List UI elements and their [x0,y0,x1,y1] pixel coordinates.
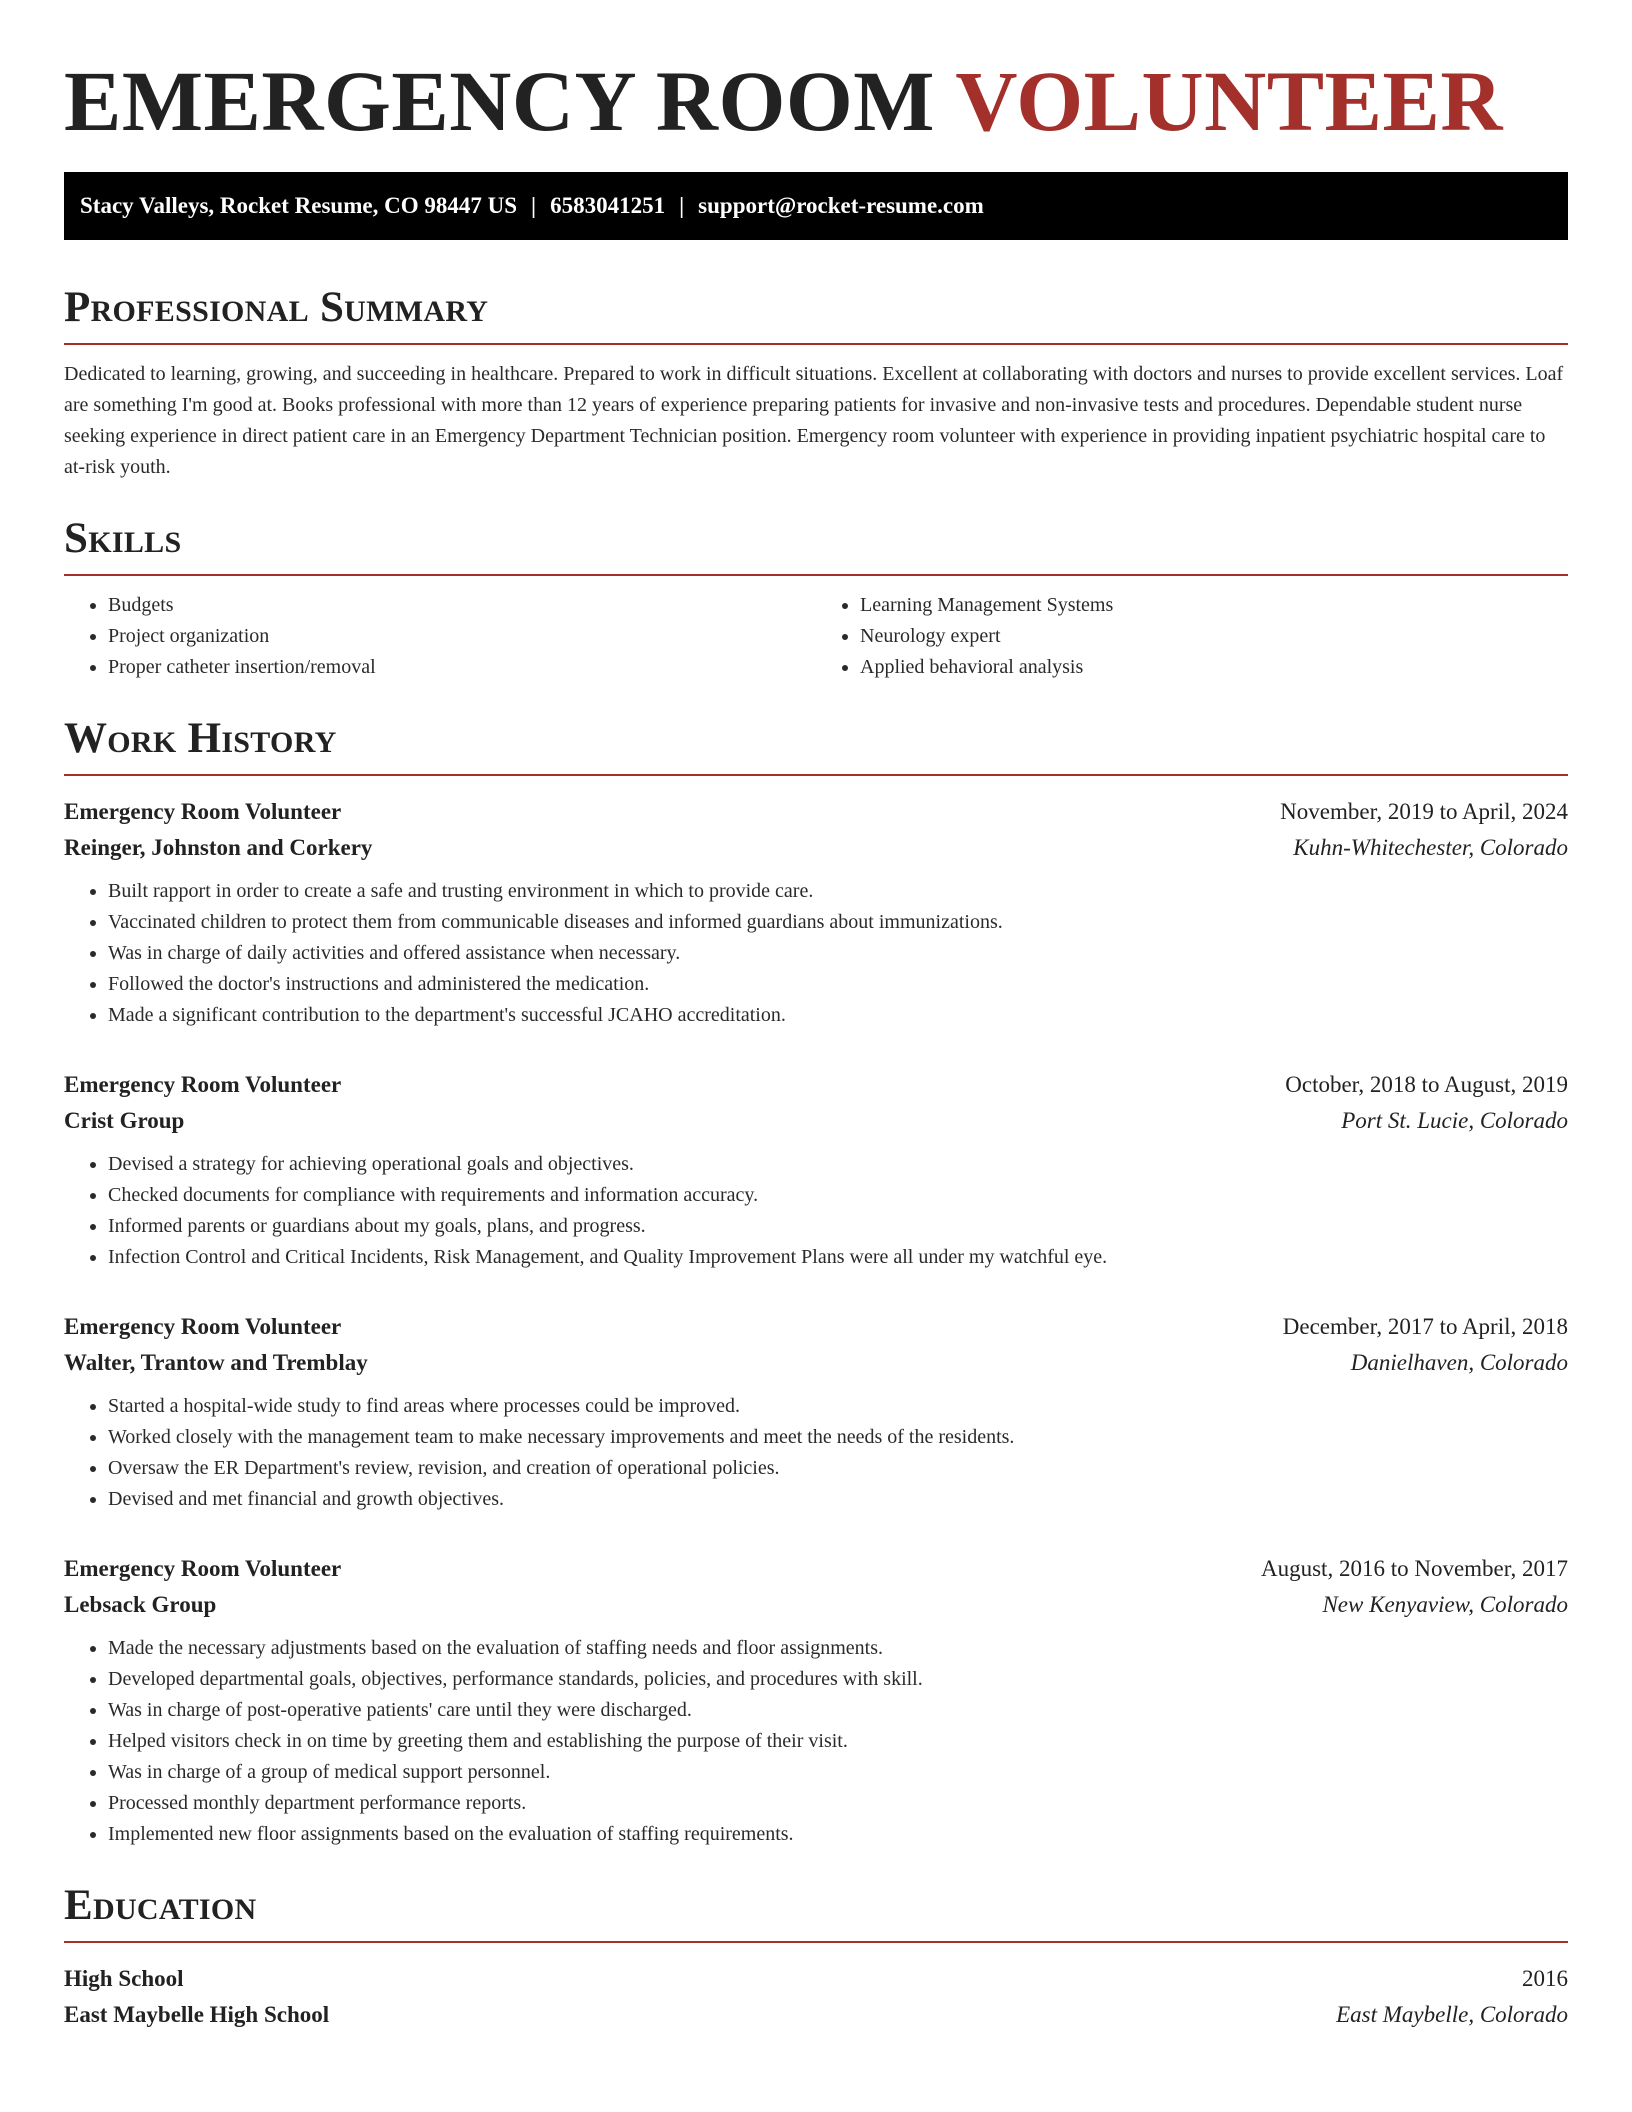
job-duty: • Implemented new floor assignments based on the evaluation of staffing requirements. [108,1819,1568,1850]
job-location: Danielhaven, Colorado [1350,1350,1568,1375]
work-history-heading: Work History [64,715,337,762]
education-heading: Education [64,1882,257,1929]
job-duty: • Checked documents for compliance with requirements and information accuracy. [108,1180,1568,1211]
job-company: Crist Group [64,1108,185,1133]
summary-text: Dedicated to learning, growing, and succeeding in healthcare. Prepared to work in difficult situations. Excellent at collaborating with doctors and nurses to provide excellent services. Loaf are something I'm good at. Books professional with more than 12 years of experience preparing patients for invasive and non-invasive tests and procedures. Dependable student nurse seeking experience in direct patient care in an Emergency Department Technician position. Emergency room volunteer with experience in providing inpatient psychiatric hospital care to at-risk youth. [64,363,1564,478]
job-duties [64,1149,1568,1273]
skill-item: • Proper catheter insertion/removal [108,652,816,683]
contact-separator: | [679,193,685,218]
education-school: East Maybelle High School [64,2002,330,2027]
job-duty: • Devised a strategy for achieving operational goals and objectives. [108,1149,1568,1180]
job-header-row [64,1309,1568,1345]
job-company-row [64,1587,1568,1623]
skill-item: • Learning Management Systems [860,590,1568,621]
job-entry [64,1067,1568,1273]
job-duty: • Informed parents or guardians about my goals, plans, and progress. [108,1211,1568,1242]
job-duty: • Built rapport in order to create a safe and trusting environment in which to provide care. [108,876,1568,907]
name-accent: VOLUNTEER [955,53,1503,149]
job-company: Lebsack Group [64,1592,217,1617]
section-divider [64,1941,1568,1943]
job-header-row [64,1551,1568,1587]
education-location: East Maybelle, Colorado [1336,2002,1568,2027]
job-title: Emergency Room Volunteer [64,1556,342,1581]
job-duty: • Processed monthly department performance reports. [108,1788,1568,1819]
contact-bar [64,172,1568,240]
job-duty: • Vaccinated children to protect them from communicable diseases and informed guardians about immunizations. [108,907,1568,938]
job-dates: December, 2017 to April, 2018 [1282,1314,1568,1339]
job-location: Kuhn-Whitechester, Colorado [1293,835,1568,860]
job-dates: August, 2016 to November, 2017 [1261,1556,1568,1581]
job-duty: • Devised and met financial and growth objectives. [108,1484,1568,1515]
education-school-row [64,1997,1568,2033]
skill-item: • Project organization [108,621,816,652]
job-company: Walter, Trantow and Tremblay [64,1350,368,1375]
skill-item: • Budgets [108,590,816,621]
job-entry [64,1309,1568,1515]
resume-name [64,53,1568,149]
job-duty: • Was in charge of daily activities and offered assistance when necessary. [108,938,1568,969]
job-duty: • Started a hospital-wide study to find areas where processes could be improved. [108,1391,1568,1422]
job-duties [64,1633,1568,1850]
job-header-row [64,794,1568,830]
skills-list [64,590,1568,683]
job-duty: • Followed the doctor's instructions and administered the medication. [108,969,1568,1000]
job-duty: • Made a significant contribution to the department's successful JCAHO accreditation. [108,1000,1568,1031]
job-duties [64,876,1568,1031]
job-duty: • Oversaw the ER Department's review, revision, and creation of operational policies. [108,1453,1568,1484]
education-entry [64,1961,1568,2033]
job-duty: • Made the necessary adjustments based on the evaluation of staffing needs and floor assignments. [108,1633,1568,1664]
job-duty: • Was in charge of a group of medical support personnel. [108,1757,1568,1788]
contact-phone: 6583041251 [550,193,666,218]
job-duty: • Worked closely with the management team to make necessary improvements and meet the needs of the residents. [108,1422,1568,1453]
job-duty: • Developed departmental goals, objectives, performance standards, policies, and procedures with skill. [108,1664,1568,1695]
job-title: Emergency Room Volunteer [64,1314,342,1339]
education-year: 2016 [1522,1966,1568,1991]
name-main: EMERGENCY ROOM [64,53,935,149]
job-duty: • Infection Control and Critical Incidents, Risk Management, and Quality Improvement Plans were all under my watchful eye. [108,1242,1568,1273]
job-entry [64,794,1568,1031]
job-company: Reinger, Johnston and Corkery [64,835,373,860]
job-duties [64,1391,1568,1515]
job-company-row [64,830,1568,866]
skills-column-left [64,590,816,683]
job-duty: • Was in charge of post-operative patients' care until they were discharged. [108,1695,1568,1726]
skills-heading: Skills [64,515,182,562]
job-title: Emergency Room Volunteer [64,1072,342,1097]
skills-column-right [816,590,1568,683]
section-divider [64,343,1568,345]
contact-address: Stacy Valleys, Rocket Resume, CO 98447 US [80,193,517,218]
job-title: Emergency Room Volunteer [64,799,342,824]
job-company-row [64,1345,1568,1381]
skill-item: • Neurology expert [860,621,1568,652]
job-location: New Kenyaview, Colorado [1322,1592,1568,1617]
section-divider [64,574,1568,576]
skill-item: • Applied behavioral analysis [860,652,1568,683]
summary-heading: Professional Summary [64,284,489,331]
contact-email: support@rocket-resume.com [698,193,984,218]
job-dates: November, 2019 to April, 2024 [1280,799,1568,824]
job-location: Port St. Lucie, Colorado [1341,1108,1568,1133]
job-dates: October, 2018 to August, 2019 [1285,1072,1568,1097]
contact-separator: | [531,193,537,218]
education-header-row [64,1961,1568,1997]
job-duty: • Helped visitors check in on time by greeting them and establishing the purpose of their visit. [108,1726,1568,1757]
education-degree: High School [64,1966,184,1991]
job-entry [64,1551,1568,1850]
job-company-row [64,1103,1568,1139]
job-header-row [64,1067,1568,1103]
section-divider [64,774,1568,776]
